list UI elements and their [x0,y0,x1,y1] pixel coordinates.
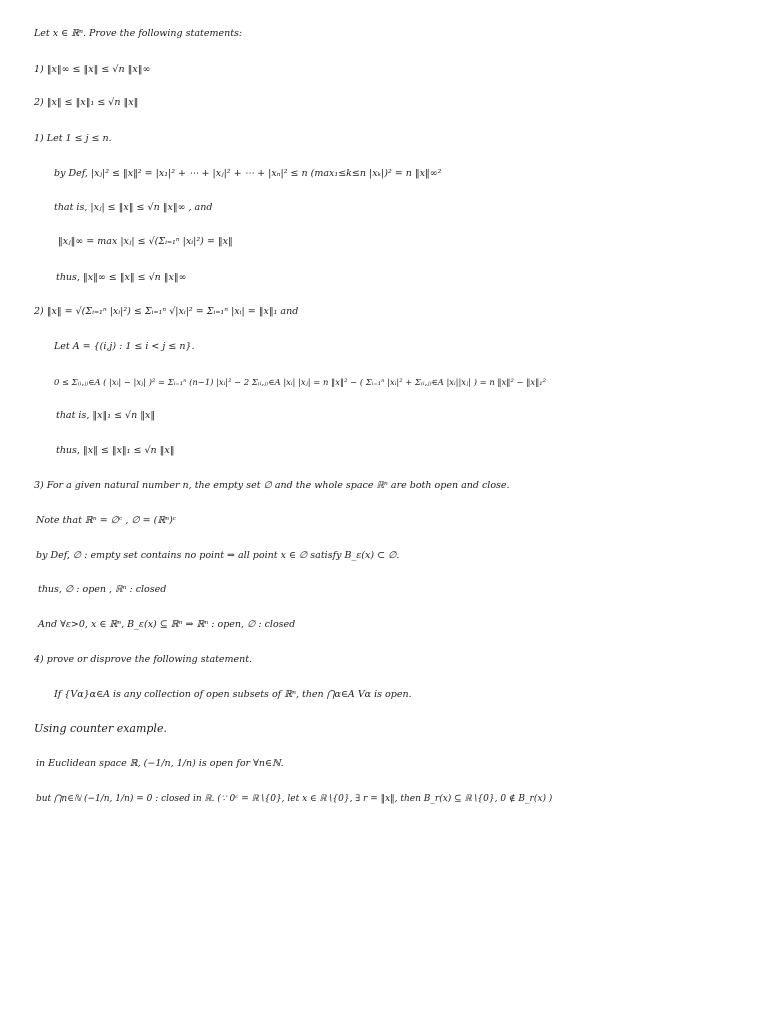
counter-example-heading: Using counter example. [34,722,167,735]
proof-1-max-bound: ‖xⱼ‖∞ = max |xⱼ| ≤ √(Σᵢ₌₁ⁿ |xᵢ|²) = ‖x‖ [58,236,233,247]
proof-1-intro: 1) Let 1 ≤ j ≤ n. [34,133,112,144]
proof-1-that-is: that is, |xⱼ| ≤ ‖x‖ ≤ √n ‖x‖∞ , and [54,202,213,213]
problem-3-statement: 3) For a given natural number n, the empty set ∅ and the whole space ℝⁿ are both open and close. [34,480,510,491]
proof-2-norm-bound: 2) ‖x‖ = √(Σᵢ₌₁ⁿ |xᵢ|²) ≤ Σᵢ₌₁ⁿ √|xᵢ|² = Σᵢ₌₁ⁿ |xᵢ| = ‖x‖₁ and [34,306,299,317]
problem-4-statement: 4) prove or disprove the following statement. [34,654,253,665]
proof-1-conclusion: thus, ‖x‖∞ ≤ ‖x‖ ≤ √n ‖x‖∞ [56,272,187,283]
proof-1-def: by Def, |xⱼ|² ≤ ‖x‖² = |x₁|² + ⋯ + |xⱼ|² + ⋯ + |xₙ|² ≤ n (max₁≤k≤n |xₖ|)² = n ‖x‖∞² [54,168,442,179]
proof-2-set-a: Let A = {(i,j) : 1 ≤ i < j ≤ n}. [54,341,195,352]
problem-3-and: And ∀ε>0, x ∈ ℝⁿ, B_ε(x) ⊆ ℝⁿ ⇒ ℝⁿ : open, ∅ : closed [38,619,296,630]
proof-2-that-is: that is, ‖x‖₁ ≤ √n ‖x‖ [56,410,156,421]
problem-3-thus: thus, ∅ : open , ℝⁿ : closed [38,584,167,595]
problem-4-claim: If {Vα}α∈A is any collection of open subsets of ℝⁿ, then ⋂α∈A Vα is open. [54,689,412,700]
statement-1: 1) ‖x‖∞ ≤ ‖x‖ ≤ √n ‖x‖∞ [34,64,151,75]
counter-example-intersection: but ⋂n∈ℕ (−1/n, 1/n) = 0 : closed in ℝ. (∵ 0ᶜ = ℝ∖{0}, let x ∈ ℝ∖{0}, ∃ r = ‖x‖, then B_r(x) ⊆ ℝ∖{0}, 0 ∉ B_r(x) ) [36,794,553,804]
counter-example-open-sets: in Euclidean space ℝ, (−1/n, 1/n) is open for ∀n∈ℕ. [36,758,284,769]
statement-2: 2) ‖x‖ ≤ ‖x‖₁ ≤ √n ‖x‖ [34,97,139,108]
problem-3-def: by Def, ∅ : empty set contains no point ⇒ all point x ∈ ∅ satisfy B_ε(x) ⊂ ∅. [36,550,400,561]
proof-2-expansion: 0 ≤ Σ₍ᵢ,ⱼ₎∈A ( |xᵢ| − |xⱼ| )² = Σᵢ₌₁ⁿ (n−1) |xᵢ|² − 2 Σ₍ᵢ,ⱼ₎∈A |xᵢ| |xⱼ| = n ‖x‖² − ( Σᵢ₌₁ⁿ |xᵢ|² + Σ₍ᵢ,ⱼ₎∈A |xᵢ||xⱼ| ) = n ‖x‖² − ‖x‖₁² [54,377,547,387]
problem-3-note: Note that ℝⁿ = ∅ᶜ , ∅ = (ℝⁿ)ᶜ [36,515,177,526]
proof-2-conclusion: thus, ‖x‖ ≤ ‖x‖₁ ≤ √n ‖x‖ [56,445,175,456]
problem-statement: Let x ∈ ℝⁿ. Prove the following statements: [34,28,243,39]
